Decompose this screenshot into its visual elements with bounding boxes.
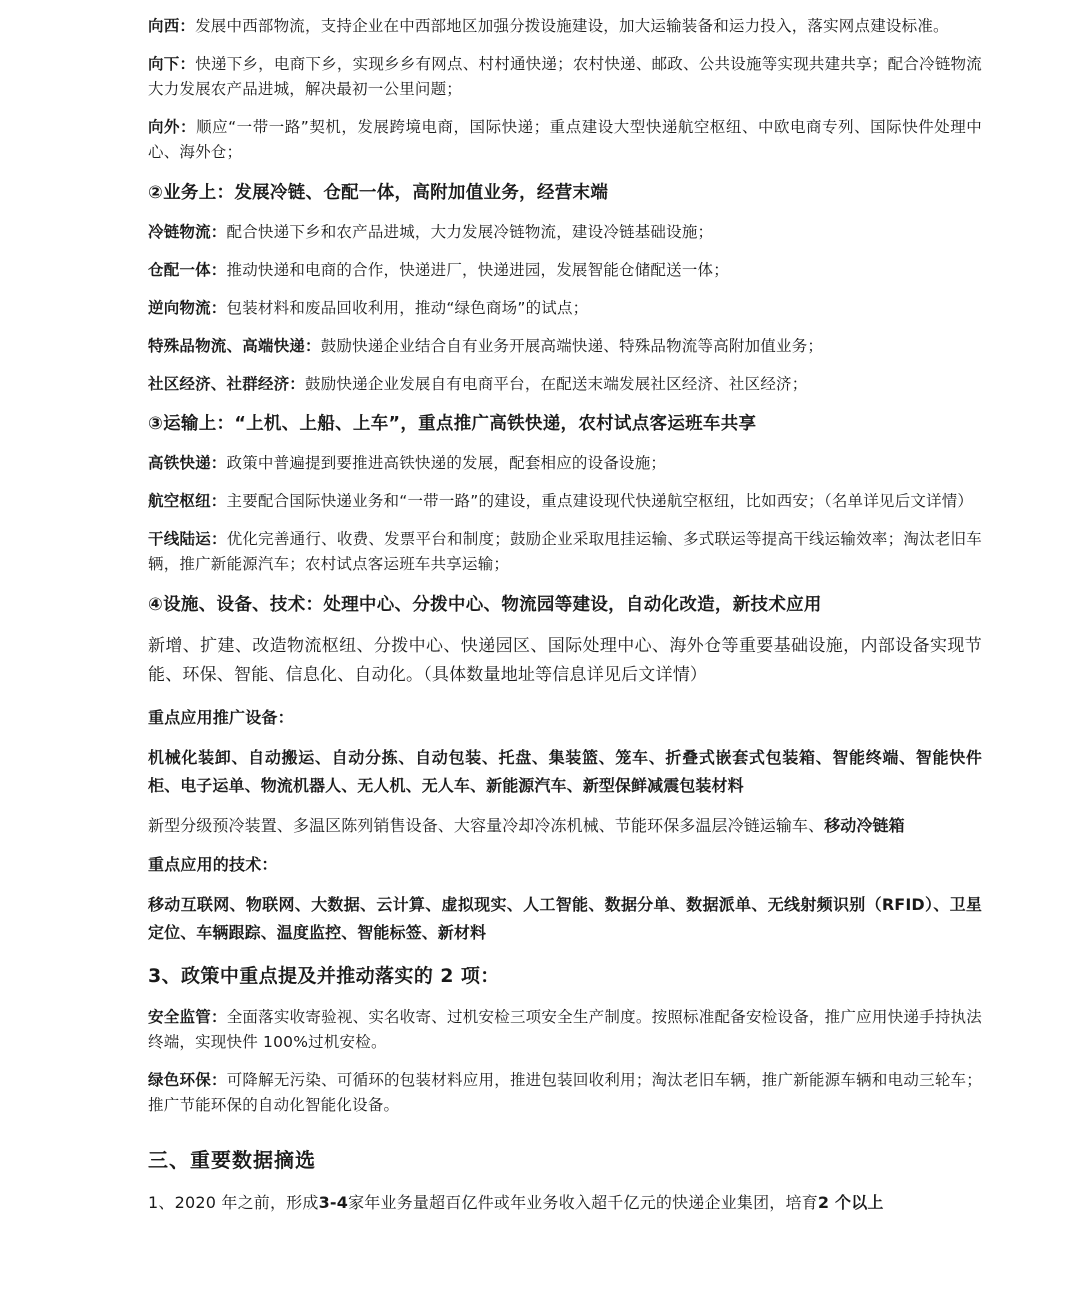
paragraph-xiangxi [148, 14, 982, 39]
paragraph-xiangwai [148, 115, 982, 165]
paragraph-shequ [148, 372, 982, 397]
list-cold-chain-equipment [148, 812, 982, 839]
list-key-technology: 移动互联网、物联网、大数据、云计算、虚拟现实、人工智能、数据分单、数据派单、无线射频识别（RFID）、卫星定位、车辆跟踪、温度监控、智能标签、新材料 [148, 895, 982, 942]
paragraph-text: 包装材料和废品回收利用，推动“绿色商场”的试点； [226, 298, 589, 317]
paragraph-text: 可降解无污染、可循环的包装材料应用，推进包装回收利用；淘汰老旧车辆，推广新能源车辆和电动三轮车；推广节能环保的自动化智能化设备。 [148, 1071, 982, 1115]
paragraph-lead: 冷链物流： [148, 222, 227, 241]
paragraph-hangkong [148, 489, 982, 514]
subheading-business: ②业务上：发展冷链、仓配一体，高附加值业务，经营末端 [148, 182, 609, 203]
paragraph-text: 全面落实收寄验视、实名收寄、过机安检三项安全生产制度。按照标准配备安检设备，推广应用快递手持执法终端，实现快件 100%过机安检。 [148, 1008, 982, 1052]
label-key-technology: 重点应用的技术： [148, 854, 278, 874]
list-text: 新型分级预冷装置、多温区陈列销售设备、大容量冷却冷冻机械、节能环保多温层冷链运输车、 [148, 815, 825, 835]
paragraph-infrastructure: 新增、扩建、改造物流枢纽、分拨中心、快递园区、国际处理中心、海外仓等重要基础设施，内部设备实现节能、环保、智能、信息化、自动化。（具体数量地址等信息详见后文详情） [148, 635, 982, 685]
list-text-bold: 移动冷链箱 [824, 815, 905, 835]
paragraph-text: 发展中西部物流，支持企业在中西部地区加强分拨设施建设，加大运输装备和运力投入，落实网点建设标准。 [195, 17, 949, 35]
subheading-facilities: ④设施、设备、技术：处理中心、分拨中心、物流园等建设，自动化改造，新技术应用 [148, 594, 822, 615]
data-item-bold-2: 2 个以上 [817, 1192, 884, 1212]
paragraph-lead: 特殊品物流、高端快递： [148, 336, 321, 355]
paragraph-nixiang [148, 296, 982, 321]
paragraph-text: 快递下乡，电商下乡，实现乡乡有网点、村村通快递；农村快递、邮政、公共设施等实现共建共享；配合冷链物流大力发展农产品进城，解决最初一公里问题； [148, 55, 982, 99]
paragraph-lead: 航空枢纽： [148, 492, 227, 511]
paragraph-text: 鼓励快递企业结合自有业务开展高端快递、特殊品物流等高附加值业务； [320, 336, 824, 355]
paragraph-text: 推动快递和电商的合作，快递进厂，快递进园，发展智能仓储配送一体； [226, 260, 729, 279]
paragraph-text: 优化完善通行、收费、发票平台和制度；鼓励企业采取甩挂运输、多式联运等提高干线运输效率；淘汰老旧车辆，推广新能源汽车；农村试点客运班车共享运输； [148, 530, 982, 574]
paragraph-lead: 逆向物流： [148, 298, 227, 317]
paragraph-text: 鼓励快递企业发展自有电商平台，在配送末端发展社区经济、社区经济； [305, 374, 808, 393]
heading-point-three: 3、政策中重点提及并推动落实的 2 项： [148, 964, 500, 987]
paragraph-gaotie [148, 451, 982, 476]
paragraph-lead: 绿色环保： [148, 1071, 227, 1090]
paragraph-teshu [148, 334, 982, 359]
paragraph-lead: 社区经济、社群经济： [148, 374, 306, 393]
paragraph-text: 政策中普遍提到要推进高铁快递的发展，配套相应的设备设施； [226, 454, 667, 473]
paragraph-text: 配合快递下乡和农产品进城，大力发展冷链物流，建设冷链基础设施； [226, 222, 714, 241]
paragraph-anquan [148, 1005, 982, 1055]
paragraph-lead: 安全监管： [148, 1008, 227, 1027]
paragraph-cangpei [148, 258, 982, 283]
paragraph-lead: 向外： [148, 118, 197, 137]
paragraph-text: 顺应“一带一路”契机，发展跨境电商，国际快递；重点建设大型快递航空枢纽、中欧电商专列、国际快件处理中心、海外仓； [148, 118, 982, 162]
paragraph-lead: 干线陆运： [148, 530, 227, 549]
paragraph-ganxian [148, 527, 982, 577]
paragraph-xiangxia [148, 52, 982, 102]
paragraph-text: 主要配合国际快递业务和“一带一路”的建设，重点建设现代快递航空枢纽，比如西安；（名单详见后文详情） [226, 492, 974, 511]
paragraph-lead: 向西： [148, 17, 196, 35]
section-heading-data: 三、重要数据摘选 [148, 1147, 316, 1172]
subheading-transport: ③运输上：“上机、上船、上车”，重点推广高铁快递，农村试点客运班车共享 [148, 414, 757, 435]
paragraph-lead: 仓配一体： [148, 260, 227, 279]
data-item-prefix: 1、2020 年之前，形成 [148, 1192, 319, 1212]
list-key-equipment: 机械化装卸、自动搬运、自动分拣、自动包装、托盘、集装篮、笼车、折叠式嵌套式包装箱、智能终端、智能快件柜、电子运单、物流机器人、无人机、无人车、新能源汽车、新型保鲜减震包装材料 [148, 748, 982, 795]
paragraph-lead: 向下： [148, 55, 196, 74]
paragraph-lenglian [148, 220, 982, 245]
data-item-1 [148, 1189, 982, 1216]
label-key-equipment: 重点应用推广设备： [148, 708, 294, 727]
data-item-bold-1: 3-4 [318, 1192, 349, 1212]
paragraph-lead: 高铁快递： [148, 454, 227, 473]
paragraph-lvse [148, 1068, 982, 1118]
data-item-mid: 家年业务量超百亿件或年业务收入超千亿元的快递企业集团，培育 [348, 1192, 818, 1212]
